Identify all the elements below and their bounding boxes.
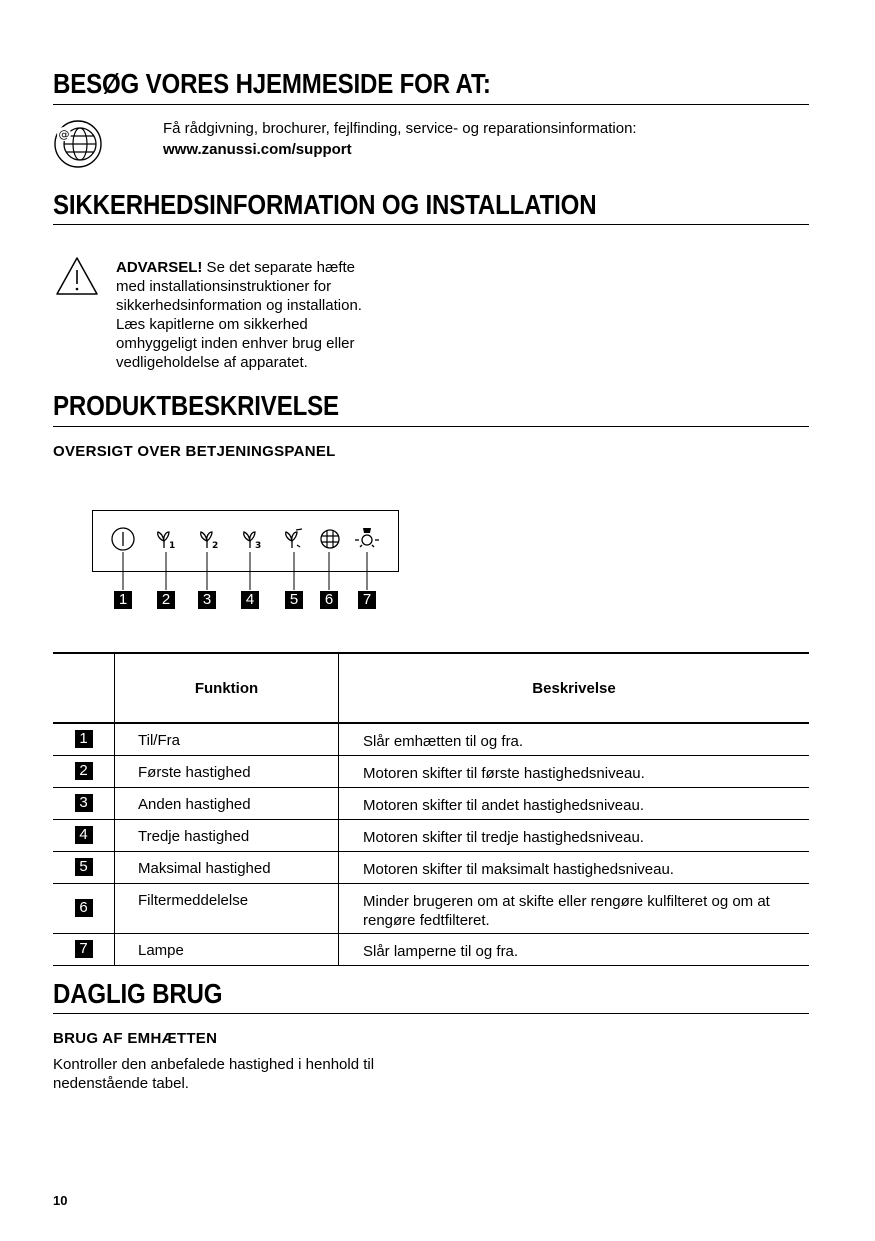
panel-number: 3 bbox=[198, 591, 216, 609]
section-divider bbox=[53, 224, 809, 225]
daily-text-line: Kontroller den anbefalede hastighed i henhold til bbox=[53, 1056, 375, 1073]
row-function: Maksimal hastighed bbox=[115, 851, 339, 883]
fan-max-speed-icon bbox=[283, 528, 307, 555]
row-description: Motoren skifter til tredje hastighedsniveau. bbox=[339, 819, 810, 851]
panel-number: 1 bbox=[114, 591, 132, 609]
row-description: Motoren skifter til første hastighedsniveau. bbox=[339, 755, 810, 787]
table-row bbox=[53, 787, 809, 819]
daily-heading: DAGLIG BRUG bbox=[53, 978, 223, 1009]
product-heading: PRODUKTBESKRIVELSE bbox=[53, 390, 339, 421]
speed-mark: 3 bbox=[255, 541, 262, 551]
table-header-cell bbox=[53, 653, 115, 723]
row-number: 7 bbox=[75, 940, 93, 958]
warning-line: sikkerhedsinformation og installation. bbox=[116, 297, 362, 314]
warning-text bbox=[116, 258, 416, 372]
table-row bbox=[53, 883, 809, 933]
warning-line: Se det separate hæfte bbox=[202, 259, 355, 276]
section-divider bbox=[53, 104, 809, 105]
table-row bbox=[53, 933, 809, 965]
support-link[interactable]: www.zanussi.com/support bbox=[163, 141, 352, 158]
speed-mark: 1 bbox=[169, 541, 176, 551]
visit-heading: BESØG VORES HJEMMESIDE FOR AT: bbox=[53, 68, 491, 99]
visit-text: Få rådgivning, brochurer, fejlfinding, service- og reparationsinformation: bbox=[163, 120, 637, 137]
table-row bbox=[53, 851, 809, 883]
row-description: Minder brugeren om at skifte eller rengøre kulfilteret og om at rengøre fedtfilteret. bbox=[339, 883, 810, 933]
panel-number: 7 bbox=[358, 591, 376, 609]
row-description: Motoren skifter til andet hastighedsniveau. bbox=[339, 787, 810, 819]
filter-grid-icon bbox=[319, 528, 341, 555]
section-divider bbox=[53, 426, 809, 427]
svg-text:@: @ bbox=[58, 128, 70, 141]
warning-line: Læs kapitlerne om sikkerhed bbox=[116, 316, 308, 333]
table-row bbox=[53, 755, 809, 787]
warning-icon bbox=[55, 256, 99, 301]
row-function: Til/Fra bbox=[115, 723, 339, 755]
row-number: 1 bbox=[75, 730, 93, 748]
panel-subheading: OVERSIGT OVER BETJENINGSPANEL bbox=[53, 443, 336, 460]
warning-line: med installationsinstruktioner for bbox=[116, 278, 332, 295]
panel-leader-lines bbox=[53, 552, 393, 592]
daily-text bbox=[53, 1055, 413, 1093]
section-divider bbox=[53, 1013, 809, 1014]
globe-at-icon bbox=[53, 119, 103, 174]
table-row bbox=[53, 723, 809, 755]
row-function: Filtermeddelelse bbox=[115, 883, 339, 933]
row-function: Tredje hastighed bbox=[115, 819, 339, 851]
function-table bbox=[53, 652, 809, 966]
row-description: Slår emhætten til og fra. bbox=[339, 723, 810, 755]
speed-mark: 2 bbox=[212, 541, 219, 551]
panel-number: 5 bbox=[285, 591, 303, 609]
row-number: 2 bbox=[75, 762, 93, 780]
table-row bbox=[53, 819, 809, 851]
table-header-description: Beskrivelse bbox=[339, 653, 810, 723]
panel-number: 6 bbox=[320, 591, 338, 609]
page-number: 10 bbox=[53, 1193, 68, 1208]
row-number: 5 bbox=[75, 858, 93, 876]
table-header-function: Funktion bbox=[115, 653, 339, 723]
row-function: Første hastighed bbox=[115, 755, 339, 787]
panel-number: 2 bbox=[157, 591, 175, 609]
daily-text-line: nedenstående tabel. bbox=[53, 1075, 189, 1092]
row-number: 4 bbox=[75, 826, 93, 844]
row-number: 6 bbox=[75, 899, 93, 917]
warning-line: vedligeholdelse af apparatet. bbox=[116, 354, 308, 371]
row-description: Motoren skifter til maksimalt hastighedsniveau. bbox=[339, 851, 810, 883]
warning-line: omhyggeligt inden enhver brug eller bbox=[116, 335, 355, 352]
row-description: Slår lamperne til og fra. bbox=[339, 933, 810, 965]
safety-heading: SIKKERHEDSINFORMATION OG INSTALLATION bbox=[53, 189, 597, 220]
row-number: 3 bbox=[75, 794, 93, 812]
row-function: Lampe bbox=[115, 933, 339, 965]
row-function: Anden hastighed bbox=[115, 787, 339, 819]
panel-number: 4 bbox=[241, 591, 259, 609]
table-header-row bbox=[53, 653, 809, 723]
warning-label: ADVARSEL! bbox=[116, 259, 203, 276]
daily-subheading: BRUG AF EMHÆTTEN bbox=[53, 1030, 218, 1047]
